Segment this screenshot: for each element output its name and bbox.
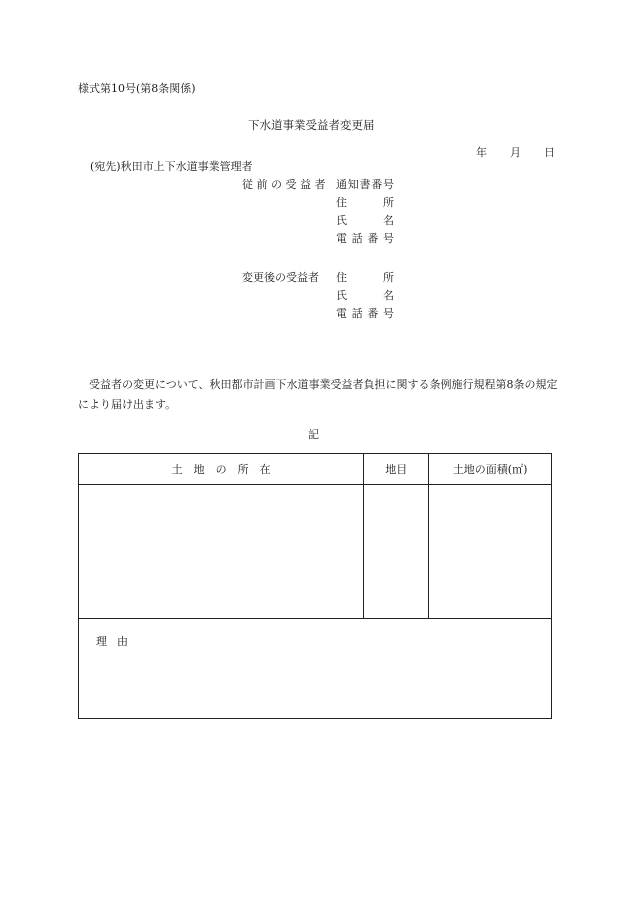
land-table xyxy=(78,453,552,719)
field-previous-phone: 電話番号 xyxy=(336,232,394,245)
header-land-category xyxy=(364,454,429,485)
reason-row xyxy=(79,619,552,719)
form-title: 下水道事業受益者変更届 xyxy=(248,118,375,132)
new-beneficiary-heading: 変更後の受益者 xyxy=(242,271,319,284)
header-land-area xyxy=(429,454,552,485)
header-land-category-label: 地目 xyxy=(385,463,408,476)
record-mark: 記 xyxy=(308,428,319,441)
land-area-cell[interactable] xyxy=(429,485,552,619)
reason-label: 理由 xyxy=(96,635,138,648)
previous-beneficiary-heading: 従前の受益者 xyxy=(242,178,329,191)
field-new-phone: 電話番号 xyxy=(336,307,394,320)
field-previous-address: 住所 xyxy=(336,196,394,209)
table-row xyxy=(79,485,552,619)
field-previous-name: 氏名 xyxy=(336,214,394,227)
land-category-cell[interactable] xyxy=(364,485,429,619)
field-notice-number: 通知書番号 xyxy=(336,178,394,191)
header-land-location-label: 土 地 の 所 在 xyxy=(171,463,271,476)
form-number: 様式第10号(第8条関係) xyxy=(78,82,196,95)
declaration-text-block xyxy=(78,375,558,415)
header-land-location xyxy=(79,454,364,485)
declaration-text: 受益者の変更について、秋田都市計画下水道事業受益者負担に関する条例施行規程第8条の規定により届け出ます。 xyxy=(78,378,558,411)
addressee: (宛先)秋田市上下水道事業管理者 xyxy=(90,160,253,173)
header-land-area-label: 土地の面積(㎡) xyxy=(452,463,528,476)
table-header-row xyxy=(79,454,552,485)
field-new-name: 氏名 xyxy=(336,289,394,302)
land-location-cell[interactable] xyxy=(79,485,364,619)
date-line: 年 月 日 xyxy=(476,146,561,159)
field-new-address: 住所 xyxy=(336,271,394,284)
reason-cell[interactable] xyxy=(79,619,552,719)
